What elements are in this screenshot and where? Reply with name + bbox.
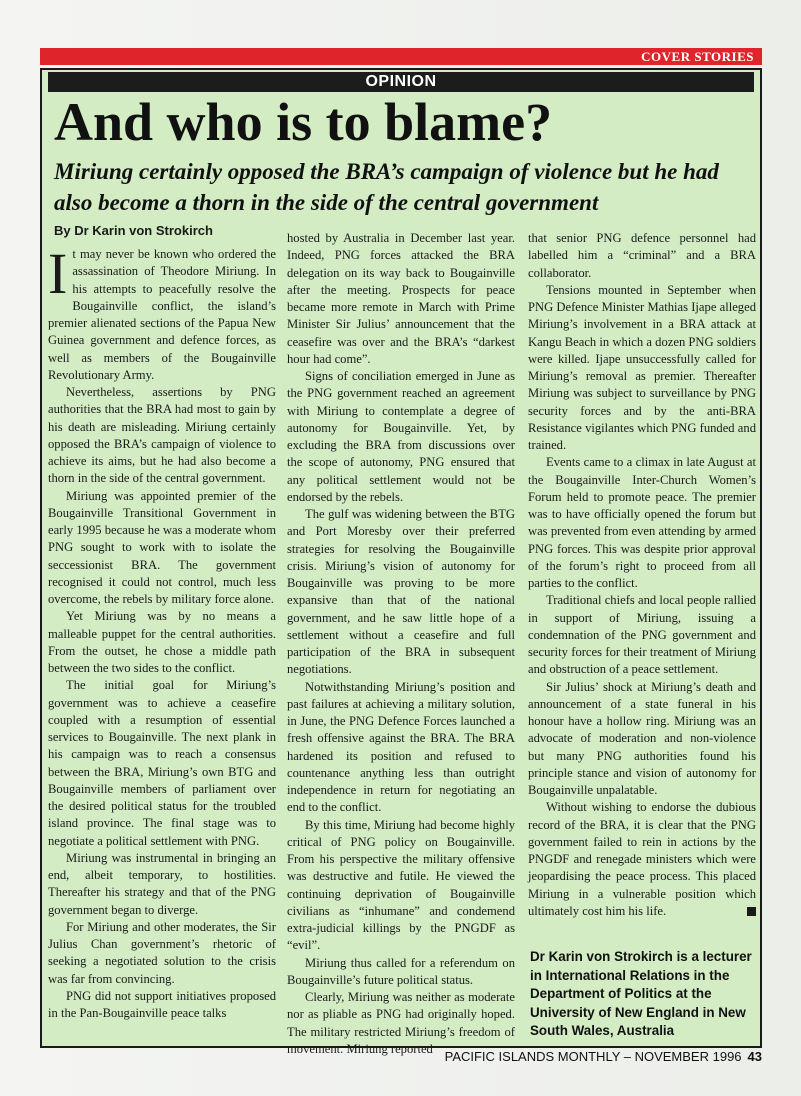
- paragraph: It may never be known who ordered the assassination of Theodore Miriung. In his attempts to peacefully resolve the Bougainville conflict, the island’s premier alienated sections of the Papua New Guinea government and defence forces, as well as members of the Bougainville Revolutionary Army.: [48, 241, 276, 382]
- paragraph: Sir Julius’ shock at Miriung’s death and announcement of a state funeral in his honour have a hollow ring. Miriung was an advocate of moderation and non-violence but many PNG authorities found his principle stance and vision of autonomy for Bougainville unpalatable.: [528, 679, 756, 797]
- paragraph: Clearly, Miriung was neither as moderate nor as pliable as PNG had originally hoped. The military restricted Miriung’s freedom of movement. Miriung reported: [287, 990, 515, 1056]
- end-of-article-icon: [747, 907, 756, 916]
- paragraph: PNG did not support initiatives proposed in the Pan-Bougainville peace talks: [48, 988, 276, 1020]
- paragraph: Notwithstanding Miriung’s position and past failures at achieving a military solution, in June, the PNG Defence Forces launched a fresh offensive against the BRA. The BRA hardened its position and refused to countenance anything less than outright independence in return for negotiating an end to the conflict.: [287, 679, 515, 815]
- paragraph: Nevertheless, assertions by PNG authorities that the BRA had most to gain by his death are misleading. Miriung certainly opposed the BRA’s campaign of violence to achieve its aims, but he had also become a thorn in the side of the central government.: [48, 385, 276, 486]
- drop-cap: I: [48, 241, 68, 306]
- paragraph: The initial goal for Miriung’s government was to achieve a ceasefire coupled with a resumption of essential services to Bougainville. The next plank in his campaign was to reach a consensus between the BRA, Miriung’s own BTG and Bougainville members of parliament over the desired political status for the troubled island province. The final stage was to negotiate a political settlement with PNG.: [48, 678, 276, 848]
- byline: By Dr Karin von Strokirch: [54, 223, 213, 238]
- page-footer: [428, 1048, 762, 1066]
- article-panel: [40, 68, 762, 1056]
- paragraph: By this time, Miriung had become highly critical of PNG policy on Bougainville. From his perspective the military offensive was destructive and futile. He viewed the continuing deprivation of Bougainville civilians as “inhumane” and condemend extra-judicial killings by the PNGDF as “evil”.: [287, 817, 515, 953]
- article-column-1: [48, 241, 276, 1022]
- paragraph: Without wishing to endorse the dubious record of the BRA, it is clear that the PNG government failed to rein in actions by the PNGDF and renegade ministers which were jeopardising the peace process. This placed Miriung in a vulnerable position which ultimately cost him his life.: [528, 800, 756, 918]
- paragraph: Yet Miriung was by no means a malleable puppet for the central authorities. From the outset, he chose a middle path between the two sides to the conflict.: [48, 609, 276, 675]
- author-bio: Dr Karin von Strokirch is a lecturer in International Relations in the Department of Politics at the University of New England in New South Wales, Australia: [530, 949, 752, 1039]
- paragraph: hosted by Australia in December last year. Indeed, PNG forces attacked the BRA delegation on its way back to Bougainville after the meeting. Prospects for peace became more remote in March with Prime Minister Sir Julius’ announcement that the ceasefire was over and the BRA’s “darkest hour had come”.: [287, 231, 515, 366]
- page-number: 43: [747, 1049, 762, 1064]
- category-label: OPINION: [365, 73, 437, 90]
- paragraph: Signs of conciliation emerged in June as the PNG government reached an agreement with Miriung to contemplate a degree of autonomy for Bougainville. Yet, by excluding the BRA from discussions over the scope of autonomy, PNG ensured that any political settlement would not be endorsed by the rebels.: [287, 369, 515, 504]
- paragraph: Events came to a climax in late August at the Bougainville Inter-Church Women’s Forum held to promote peace. The premier was to have officially opened the forum but was prevented from even attending by armed PNG forces. This was despite prior approval of the forum’s right to proceed from all parties to the conflict.: [528, 455, 756, 590]
- paragraph: For Miriung and other moderates, the Sir Julius Chan government’s rhetoric of seeking a negotiated solution to the crisis was far from convincing.: [48, 919, 276, 986]
- paragraph: that senior PNG defence personnel had labelled him a “criminal” and a BRA collaborator.: [528, 231, 756, 280]
- article-column-2: [287, 230, 515, 1058]
- standfirst: Miriung certainly opposed the BRA’s campaign of violence but he had also become a thorn in the side of the central government: [54, 159, 719, 215]
- section-header-bar: [40, 48, 762, 65]
- category-bar: [48, 72, 754, 92]
- paragraph: Miriung thus called for a referendum on Bougainville’s future political status.: [287, 955, 515, 987]
- paragraph: Miriung was instrumental in bringing an end, albeit temporary, to hostilities. Thereafter his strategy and that of the PNG government began to diverge.: [48, 850, 276, 917]
- publication-line: PACIFIC ISLANDS MONTHLY – NOVEMBER 1996: [444, 1049, 742, 1064]
- article-column-3: [528, 230, 756, 920]
- section-label: COVER STORIES: [641, 49, 754, 64]
- paragraph: Tensions mounted in September when PNG Defence Minister Mathias Ijape alleged Miriung’s involvement in a BRA attack at Kangu Beach in which a dozen PNG soldiers were killed. Ijape unsuccessfully called for Miriung’s removal as premier. Thereafter Miriung was subject to surveillance by PNG security forces and by the anti-BRA Resistance vigilantes which PNG funded and trained.: [528, 282, 756, 452]
- paragraph: The gulf was widening between the BTG and Port Moresby over their preferred strategies for resolving the Bougainville crisis. Miriung’s vision of autonomy for Bougainville was proving to be more expansive than that of the national government, and he saw little hope of a settlement without a ceasefire and full participation of the BRA in subsequent negotiations.: [287, 507, 515, 677]
- paragraph: Traditional chiefs and local people rallied in support of Miriung, issuing a condemnation of the PNG government and security forces for their treatment of Miriung and obstruction of a peace settlement.: [528, 593, 756, 677]
- headline: And who is to blame?: [54, 92, 553, 152]
- paragraph: Miriung was appointed premier of the Bougainville Transitional Government in early 1995 because he was a moderate whom PNG sought to work with to isolate the seccessionist BRA. The government recognised it could not control, much less overcome, the rebels by military force alone.: [48, 488, 276, 606]
